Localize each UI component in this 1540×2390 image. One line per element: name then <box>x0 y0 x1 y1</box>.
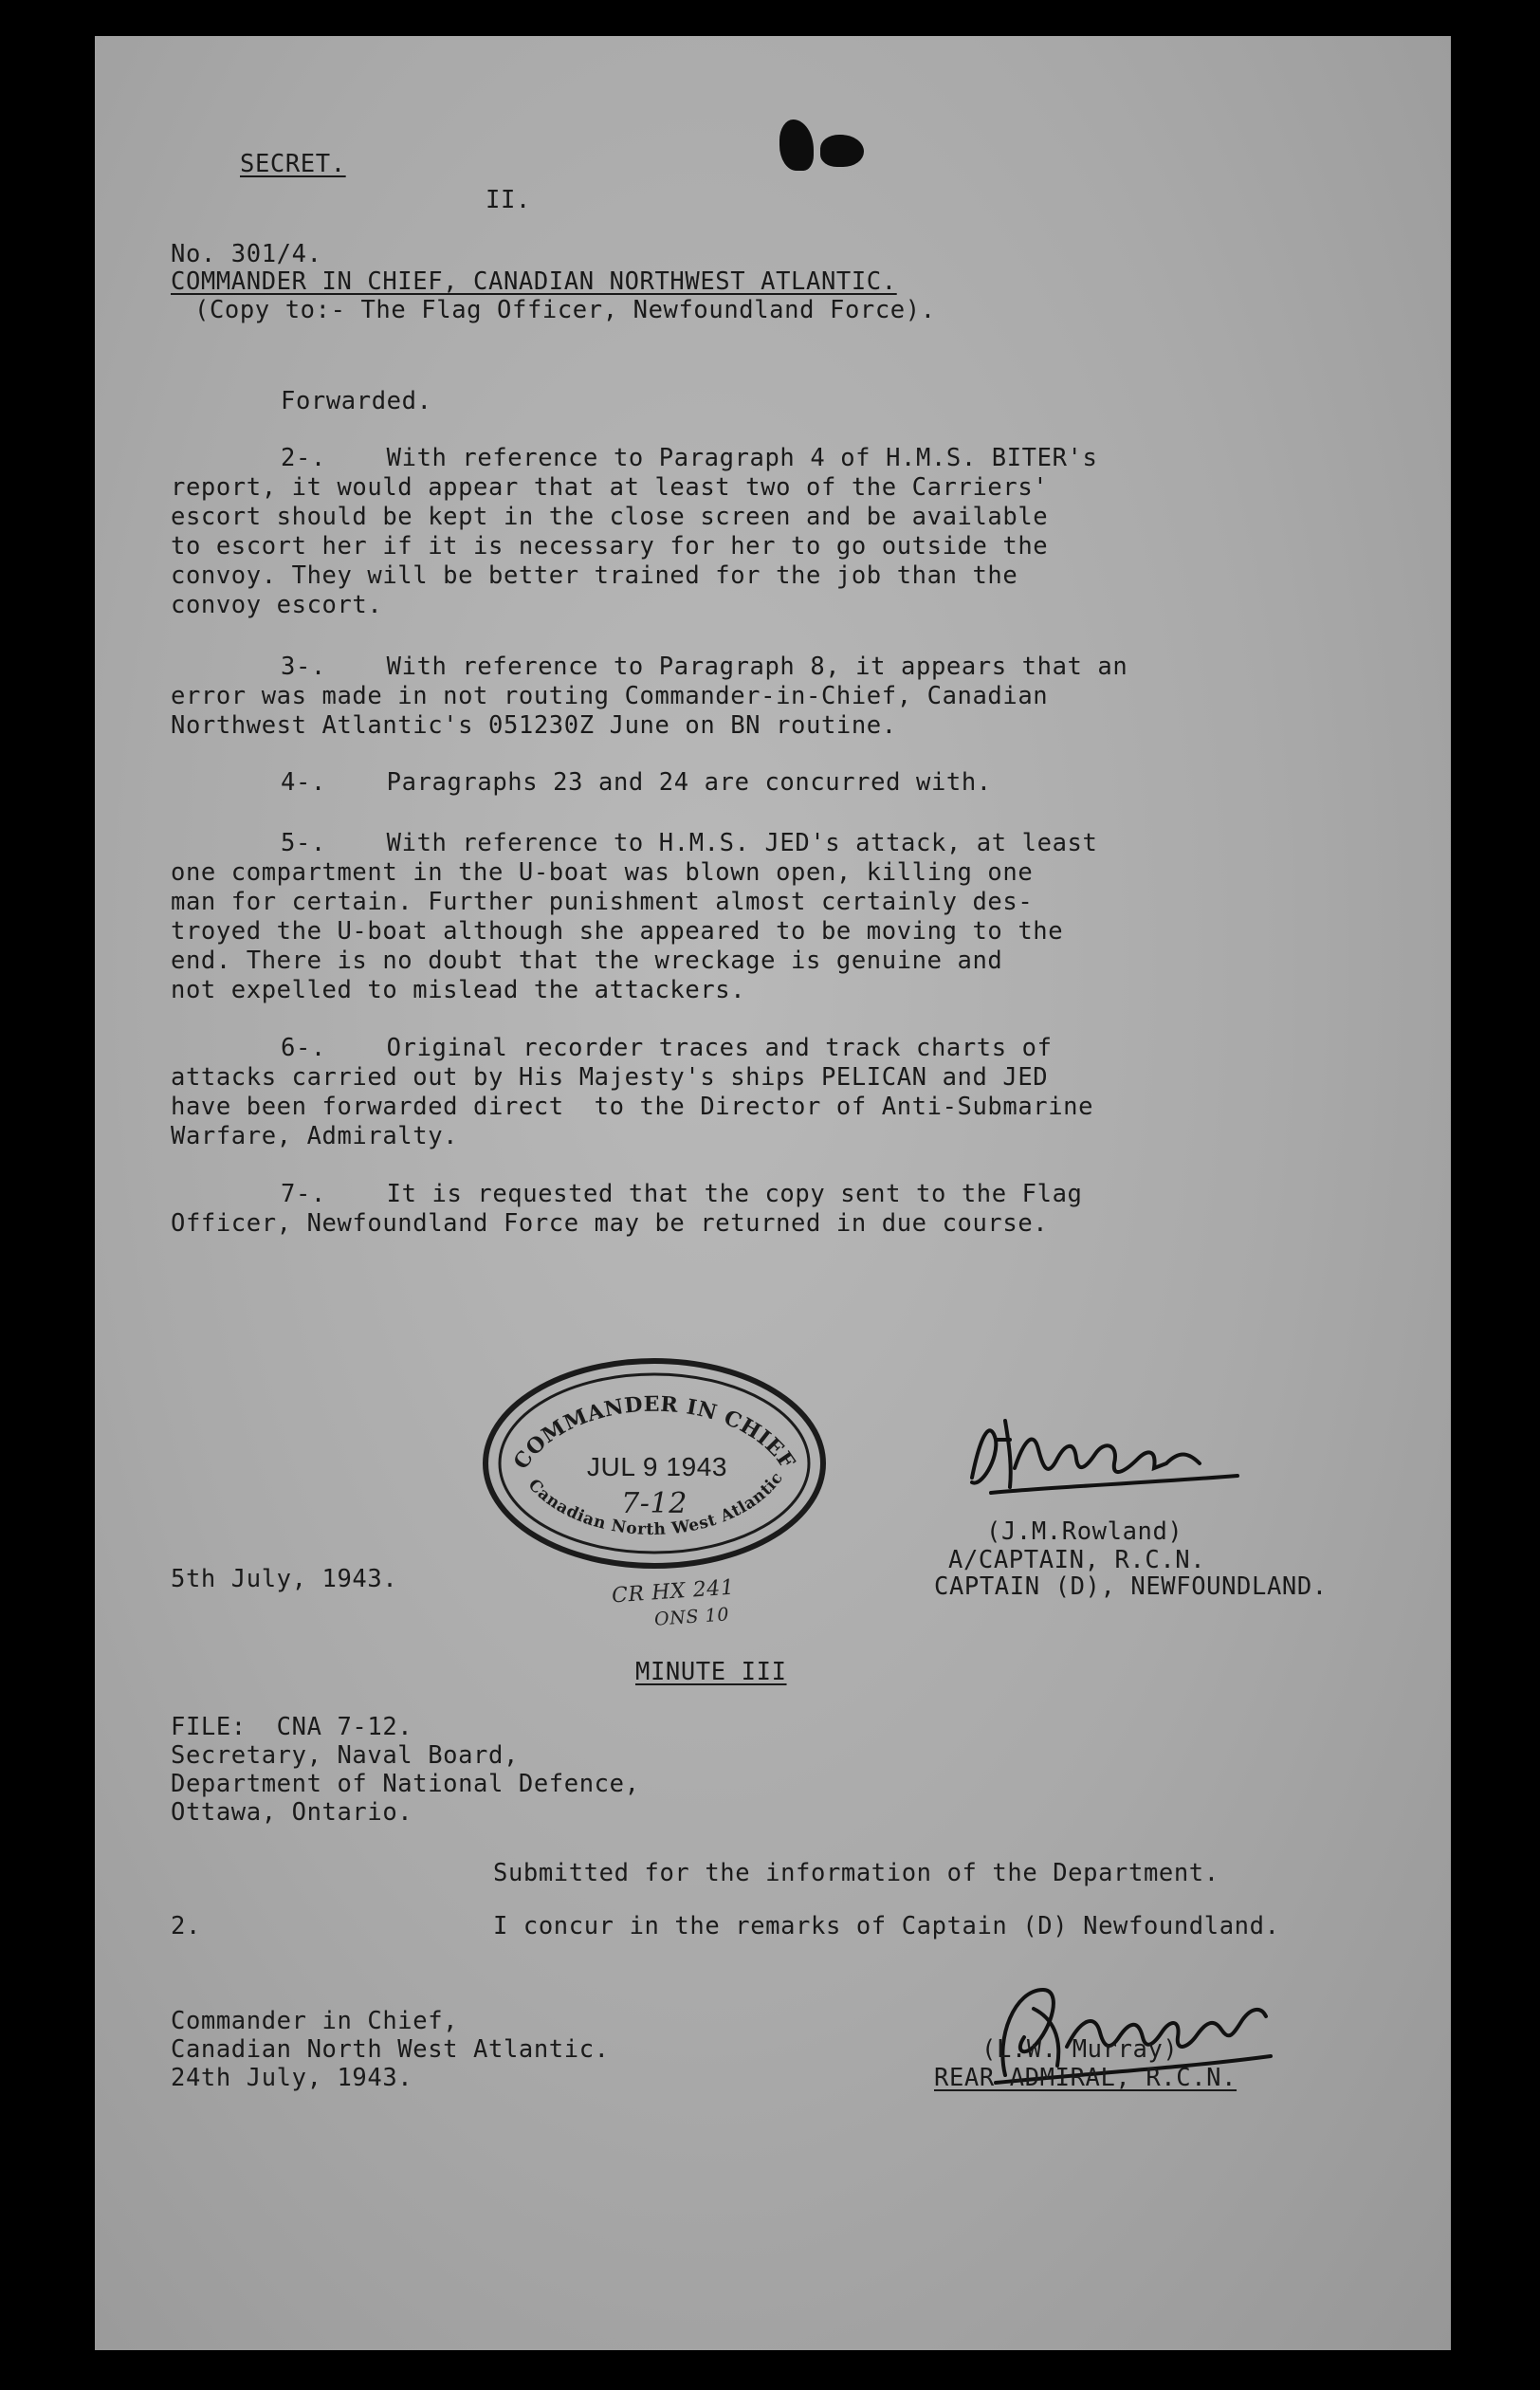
minute-from-line: Commander in Chief, <box>171 2007 459 2035</box>
first-signoff-date: 5th July, 1943. <box>171 1565 398 1593</box>
paragraph-line: 4-. Paragraphs 23 and 24 are concurred with. <box>281 768 992 797</box>
paragraph-6 <box>171 1034 1400 1151</box>
stamp-top-text: COMMANDER IN CHIEF <box>508 1391 800 1475</box>
classification-mark: SECRET. <box>240 150 346 178</box>
paragraph-line: 2-. With reference to Paragraph 4 of H.M.S. BITER's <box>281 444 1098 472</box>
paragraph-line: convoy. They will be better trained for the job than the <box>171 561 1018 590</box>
paragraph-line: 7-. It is requested that the copy sent to the Flag <box>281 1180 1083 1208</box>
paragraph-line: to escort her if it is necessary for her to go outside the <box>171 532 1049 561</box>
paragraph-line: 6-. Original recorder traces and track charts of <box>281 1034 1053 1062</box>
addressee: COMMANDER IN CHIEF, CANADIAN NORTHWEST ATLANTIC. <box>171 267 897 296</box>
commander-in-chief-stamp <box>479 1354 830 1572</box>
minute-submitted-line: Submitted for the information of the Department. <box>493 1859 1219 1887</box>
minute-to-line: Ottawa, Ontario. <box>171 1798 413 1827</box>
first-signoff-name: (J.M.Rowland) <box>986 1517 1183 1546</box>
paragraph-4 <box>281 768 1400 798</box>
paragraph-line: escort should be kept in the close screen and be available <box>171 503 1049 531</box>
paragraph-line: troyed the U-boat although she appeared to be moving to the <box>171 917 1064 946</box>
minute-signer-rank: REAR ADMIRAL, R.C.N. <box>934 2064 1238 2092</box>
document-page <box>95 36 1451 2350</box>
paragraph-7 <box>171 1180 1400 1239</box>
paragraph-line: Officer, Newfoundland Force may be returned in due course. <box>171 1209 1049 1238</box>
minute-file-ref: FILE: CNA 7-12. <box>171 1713 413 1741</box>
paragraph-line: 5-. With reference to H.M.S. JED's attack, at least <box>281 829 1098 857</box>
paragraph-line: error was made in not routing Commander-in-Chief, Canadian <box>171 682 1049 710</box>
paragraph-line: Warfare, Admiralty. <box>171 1122 459 1150</box>
stamp-seal-icon <box>479 1354 830 1572</box>
stamp-bottom-text: Canadian North West Atlantic <box>523 1468 788 1540</box>
paragraph-line: convoy escort. <box>171 591 383 619</box>
minute-item-number: 2. <box>171 1912 201 1940</box>
minute-signer-name: (L.W. Murray) <box>981 2035 1179 2064</box>
reference-number: No. 301/4. <box>171 240 322 268</box>
paragraph-line: one compartment in the U-boat was blown open, killing one <box>171 858 1034 887</box>
paragraph-line: have been forwarded direct to the Director of Anti-Submarine <box>171 1093 1094 1121</box>
page-number: II. <box>486 186 531 214</box>
paragraph-2 <box>171 444 1400 620</box>
ink-blot <box>779 120 814 171</box>
copy-to-line: (Copy to:- The Flag Officer, Newfoundland Force). <box>194 296 936 324</box>
stamp-handwritten-number: 7-12 <box>621 1487 688 1520</box>
first-signoff-rank: A/CAPTAIN, R.C.N. <box>948 1546 1206 1574</box>
paragraph-line: not expelled to mislead the attackers. <box>171 976 746 1004</box>
minute-to-line: Department of National Defence, <box>171 1770 640 1798</box>
paragraph-3 <box>171 653 1400 741</box>
minute-date: 24th July, 1943. <box>171 2064 413 2092</box>
ink-blot <box>820 135 864 167</box>
first-signoff-title: CAPTAIN (D), NEWFOUNDLAND. <box>934 1572 1328 1601</box>
paragraph-line: attacks carried out by His Majesty's ships PELICAN and JED <box>171 1063 1049 1092</box>
handwritten-note: CR HX 241 <box>611 1575 736 1609</box>
paragraph-line: Northwest Atlantic's 051230Z June on BN routine. <box>171 711 897 740</box>
minute-to-line: Secretary, Naval Board, <box>171 1741 519 1770</box>
paragraph-5 <box>171 829 1400 1005</box>
paragraph-line: report, it would appear that at least two of the Carriers' <box>171 473 1049 502</box>
handwritten-note: ONS 10 <box>653 1604 730 1630</box>
paragraph-line: man for certain. Further punishment almost certainly des- <box>171 888 1034 916</box>
stamp-date: JUL 9 1943 <box>586 1452 728 1481</box>
minute-from-line: Canadian North West Atlantic. <box>171 2035 610 2064</box>
rowland-signature-icon <box>953 1411 1256 1506</box>
paragraph-line: 3-. With reference to Paragraph 8, it appears that an <box>281 653 1128 681</box>
forwarded-line: Forwarded. <box>281 387 432 415</box>
paragraph-line: end. There is no doubt that the wreckage is genuine and <box>171 947 1003 975</box>
minute-item-text: I concur in the remarks of Captain (D) Newfoundland. <box>493 1912 1280 1940</box>
minute-heading: MINUTE III <box>635 1658 787 1686</box>
